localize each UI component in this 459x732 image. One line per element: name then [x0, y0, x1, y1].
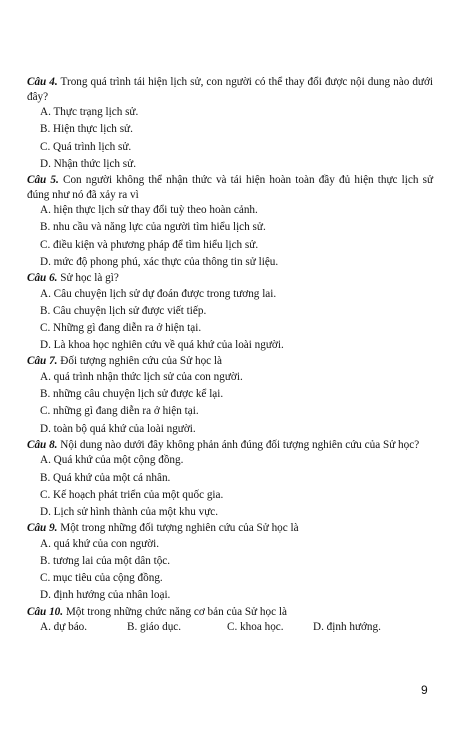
option-a: A. hiện thực lịch sử thay đổi tuỳ theo hoàn cảnh.	[40, 204, 258, 217]
question-list	[27, 75, 433, 636]
question-label: Câu 4.	[27, 76, 58, 88]
question-8	[27, 438, 433, 453]
question-7	[27, 354, 433, 369]
question-text: Một trong những chức năng cơ bản của Sử học là	[65, 605, 287, 618]
option-c: C. những gì đang diễn ra ở hiện tại.	[40, 405, 199, 418]
question-label: Câu 5.	[27, 174, 59, 186]
question-label: Câu 9.	[27, 522, 58, 535]
question-5	[27, 173, 433, 202]
option-d: D. mức độ phong phú, xác thực của thông tin sử liệu.	[40, 255, 279, 268]
question-10	[27, 605, 433, 620]
option-row	[27, 619, 433, 636]
question-text: Con người không thể nhận thức và tái hiện hoàn toàn đầy đủ hiện thực lịch sử đúng như nó đã xảy ra vì	[27, 174, 434, 201]
option-d: D. định hướng.	[313, 621, 381, 634]
question-label: Câu 6.	[27, 272, 58, 284]
option-a: A. Câu chuyện lịch sử dự đoán được trong tương lai.	[40, 287, 277, 300]
question-label: Câu 8.	[27, 438, 58, 451]
question-text: Sử học là gì?	[60, 272, 119, 284]
option-c: C. điều kiện và phương pháp để tìm hiểu lịch sử.	[40, 238, 259, 251]
option-a: A. Thực trạng lịch sử.	[40, 106, 139, 119]
option-d: D. Là khoa học nghiên cứu về quá khứ của loài người.	[40, 339, 284, 352]
option-a: A. dự báo.	[40, 621, 88, 634]
question-label: Câu 10.	[27, 605, 64, 618]
option-d: D. định hướng của nhân loại.	[40, 589, 171, 602]
option-b: B. Quá khứ của một cá nhân.	[40, 471, 171, 484]
question-label: Câu 7.	[27, 355, 58, 368]
option-b: B. Hiện thực lịch sử.	[40, 123, 133, 136]
option-a: A. quá khứ của con người.	[40, 537, 160, 550]
option-b: B. những câu chuyện lịch sử được kể lại.	[40, 388, 224, 401]
option-d: D. Lịch sử hình thành của một khu vực.	[40, 506, 219, 519]
question-text: Một trong những đối tượng nghiên cứu của Sử học là	[60, 522, 299, 535]
option-b: B. Câu chuyện lịch sử được viết tiếp.	[40, 304, 207, 317]
option-b: B. nhu cầu và năng lực của người tìm hiểu lịch sử.	[40, 221, 266, 234]
question-text: Đối tượng nghiên cứu của Sử học là	[60, 355, 223, 368]
option-c: C. Quá trình lịch sử.	[40, 140, 132, 153]
option-c: C. khoa học.	[227, 621, 284, 634]
question-text: Trong quá trình tái hiện lịch sử, con người có thể thay đổi được nội dung nào dưới đây?	[27, 76, 433, 103]
question-6	[27, 271, 433, 286]
option-d: D. Nhận thức lịch sử.	[40, 157, 137, 170]
question-text: Nội dung nào dưới đây không phản ánh đúng đối tượng nghiên cứu của Sử học?	[60, 438, 420, 451]
page-number: 9	[421, 683, 428, 697]
option-b: B. tương lai của một dân tộc.	[40, 555, 171, 568]
option-c: C. mục tiêu của cộng đồng.	[40, 572, 163, 585]
option-a: A. Quá khứ của một cộng đồng.	[40, 454, 184, 467]
option-d: D. toàn bộ quá khứ của loài người.	[40, 422, 196, 435]
question-4	[27, 75, 433, 104]
question-9	[27, 521, 433, 536]
option-a: A. quá trình nhận thức lịch sử của con người.	[40, 371, 243, 383]
option-c: C. Những gì đang diễn ra ở hiện tại.	[40, 322, 202, 334]
option-c: C. Kế hoạch phát triển của một quốc gia.	[40, 488, 224, 501]
option-b: B. giáo dục.	[127, 621, 182, 634]
